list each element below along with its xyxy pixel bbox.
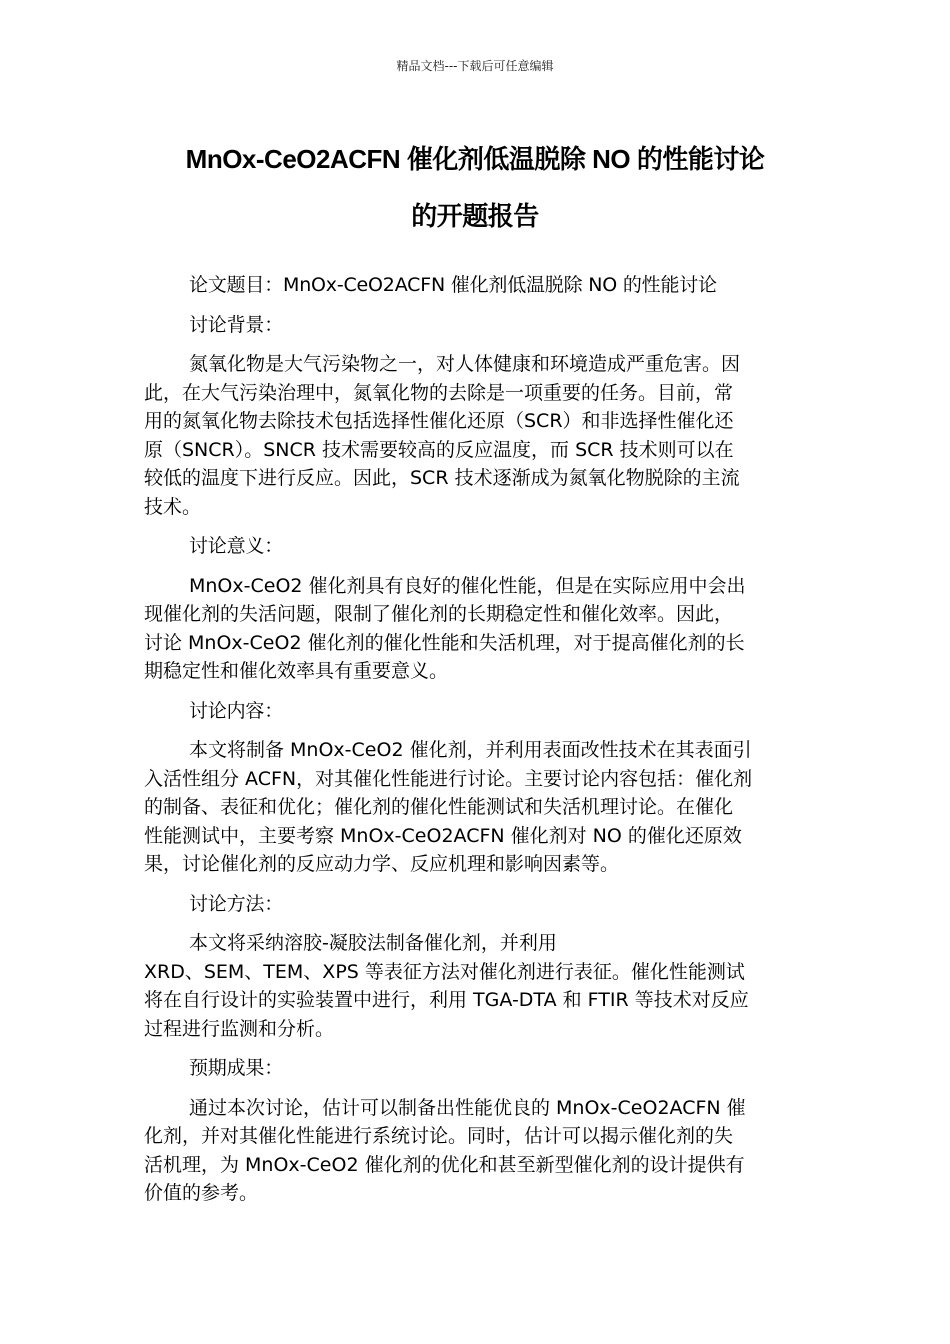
body-line: MnOx-CeO2 催化剂具有良好的催化性能，但是在实际应用中会出 — [189, 574, 746, 597]
section-body-significance — [144, 572, 812, 686]
section-body-expected-results — [144, 1094, 812, 1208]
body-line: 本文将制备 MnOx-CeO2 催化剂，并利用表面改性技术在其表面引 — [189, 739, 752, 761]
header-note: 精品文档---下载后可任意编辑 — [396, 59, 554, 73]
document-title-line-1: MnOx-CeO2ACFN 催化剂低温脱除 NO 的性能讨论 — [185, 144, 765, 174]
body-line: 原（SNCR）。SNCR 技术需要较高的反应温度，而 SCR 技术则可以在 — [144, 438, 734, 461]
body-line: 本文将采纳溶胶-凝胶法制备催化剂，并利用 — [189, 932, 557, 954]
section-heading-background: 讨论背景： — [189, 313, 284, 336]
body-line: XRD、SEM、TEM、XPS 等表征方法对催化剂进行表征。催化性能测试 — [144, 960, 745, 983]
body-line: 通过本次讨论，估计可以制备出性能优良的 MnOx-CeO2ACFN 催 — [189, 1096, 746, 1119]
body-line: 过程进行监测和分析。 — [144, 1017, 335, 1040]
body-line: 将在自行设计的实验装置中进行，利用 TGA-DTA 和 FTIR 等技术对反应 — [144, 989, 749, 1011]
section-heading-significance: 讨论意义： — [189, 535, 284, 557]
section-body-content — [144, 736, 812, 879]
document-title-line-2: 的开题报告 — [411, 201, 539, 231]
section-heading-methods: 讨论方法： — [189, 892, 284, 915]
body-line: 活机理，为 MnOx-CeO2 催化剂的优化和甚至新型催化剂的设计提供有 — [144, 1153, 745, 1176]
section-body-methods — [144, 929, 812, 1043]
body-line: 性能测试中，主要考察 MnOx-CeO2ACFN 催化剂对 NO 的催化还原效 — [144, 824, 742, 847]
body-line: 期稳定性和催化效率具有重要意义。 — [144, 660, 449, 682]
section-body-background — [144, 350, 812, 521]
body-line: 的制备、表征和优化；催化剂的催化性能测试和失活机理讨论。在催化 — [144, 796, 734, 818]
body-line: 用的氮氧化物去除技术包括选择性催化还原（SCR）和非选择性催化还 — [144, 410, 734, 432]
section-heading-expected-results: 预期成果： — [189, 1057, 284, 1079]
body-line: 此，在大气污染治理中，氮氧化物的去除是一项重要的任务。目前，常 — [144, 381, 734, 404]
body-line: 价值的参考。 — [144, 1182, 259, 1204]
section-heading-content: 讨论内容： — [189, 699, 284, 722]
body-line: 果，讨论催化剂的反应动力学、反应机理和影响因素等。 — [144, 853, 620, 875]
body-line: 化剂，并对其催化性能进行系统讨论。同时，估计可以揭示催化剂的失 — [144, 1125, 734, 1147]
body-line: 入活性组分 ACFN，对其催化性能进行讨论。主要讨论内容包括：催化剂 — [144, 767, 753, 790]
body-line: 技术。 — [144, 495, 202, 518]
body-line: 现催化剂的失活问题，限制了催化剂的长期稳定性和催化效率。因此， — [144, 603, 734, 625]
body-line: 氮氧化物是大气污染物之一，对人体健康和环境造成严重危害。因 — [189, 353, 741, 375]
body-line: 较低的温度下进行反应。因此，SCR 技术逐渐成为氮氧化物脱除的主流 — [144, 467, 740, 489]
topic-line: 论文题目：MnOx-CeO2ACFN 催化剂低温脱除 NO 的性能讨论 — [189, 274, 717, 296]
body-line: 讨论 MnOx-CeO2 催化剂的催化性能和失活机理，对于提高催化剂的长 — [144, 631, 745, 654]
document-body — [144, 271, 812, 1208]
